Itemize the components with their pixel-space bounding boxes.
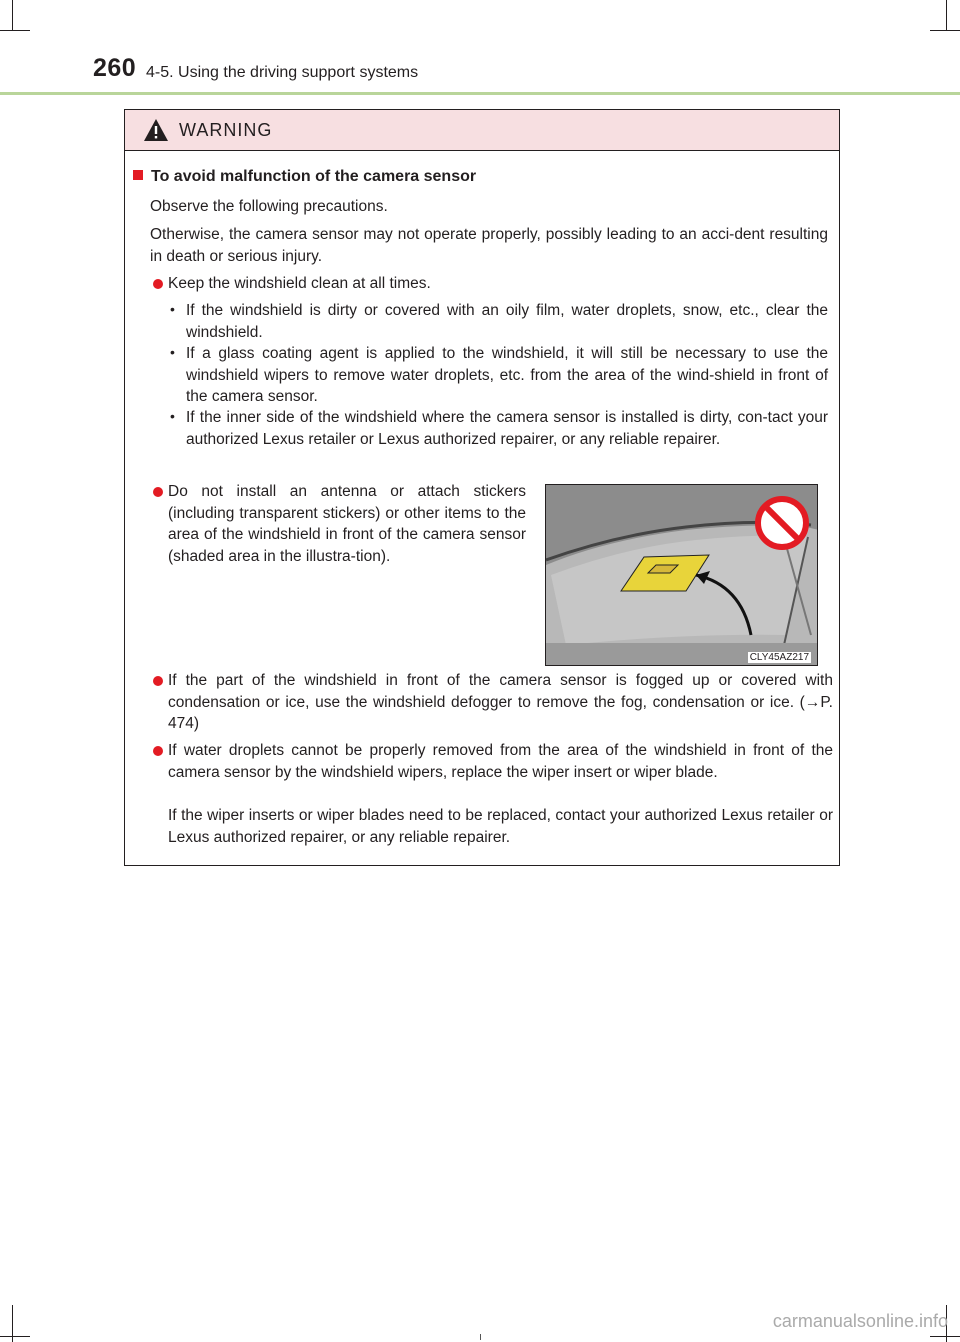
header-rule — [0, 92, 960, 95]
crop-mark — [930, 30, 960, 31]
crop-mark — [0, 1336, 30, 1337]
red-bullet-icon — [153, 487, 163, 497]
intro-consequence: Otherwise, the camera sensor may not operate properly, possibly leading to an acci-dent resulting in death or serious injury. — [150, 226, 828, 265]
warning-header — [125, 110, 839, 151]
sub-bullet-icon: • — [170, 301, 175, 317]
intro-precautions: Observe the following precautions. — [150, 198, 388, 215]
bullet-no-stickers: Do not install an antenna or attach stickers (including transparent stickers) or other items to the area of the windshield in front of the camera sensor (shaded area in the illustra-tion). — [168, 483, 526, 565]
crop-mark — [0, 30, 30, 31]
warning-title: WARNING — [179, 120, 273, 140]
bullet-defogger: If the part of the windshield in front of the camera sensor is fogged up or covered with condensation or ice, use the windshield defogger to remove the fog, condensation or ice. (→P. 474) — [168, 672, 833, 732]
sub-bullet-dirty: If the windshield is dirty or covered with an oily film, water droplets, snow, etc., clear the windshield. — [186, 302, 828, 341]
windshield-illustration — [545, 484, 818, 666]
crop-mark — [946, 0, 947, 30]
bullet-water-droplets: If water droplets cannot be properly removed from the area of the windshield in front of the camera sensor by the windshield wipers, replace the wiper insert or wiper blade. — [168, 742, 833, 781]
section-title: 4-5. Using the driving support systems — [146, 64, 419, 81]
watermark: carmanualsonline.info — [772, 1311, 948, 1331]
sub-bullet-icon: • — [170, 344, 175, 360]
red-bullet-icon — [153, 676, 163, 686]
warning-heading — [125, 168, 476, 186]
windshield-camera-diagram — [546, 485, 818, 666]
warning-box — [124, 109, 840, 866]
warning-triangle-icon — [143, 118, 169, 142]
warning-heading-text: To avoid malfunction of the camera sensor — [151, 168, 477, 185]
red-square-icon — [133, 170, 143, 180]
page-number: 260 — [93, 54, 137, 82]
crop-mark — [12, 0, 13, 30]
crop-mark — [480, 1334, 481, 1340]
bullet-replace-wiper: If the wiper inserts or wiper blades need to be replaced, contact your authorized Lexus retailer or Lexus authorized repairer, or any reliable repairer. — [168, 807, 833, 846]
sub-bullet-coating: If a glass coating agent is applied to the windshield, it will still be necessary to use the windshield wipers to remove water droplets, etc. from the area of the wind-shield in front of the camera sensor. — [186, 345, 828, 405]
bullet-keep-clean: Keep the windshield clean at all times. — [168, 275, 431, 292]
sub-bullet-icon: • — [170, 408, 175, 424]
illustration-code: CLY45AZ217 — [749, 652, 809, 663]
red-bullet-icon — [153, 279, 163, 289]
crop-mark — [930, 1336, 960, 1337]
red-bullet-icon — [153, 746, 163, 756]
sub-bullet-inner-side: If the inner side of the windshield where the camera sensor is installed is dirty, con-tact your authorized Lexus retailer or Lexus authorized repairer, or any reliable repairer. — [186, 409, 828, 448]
